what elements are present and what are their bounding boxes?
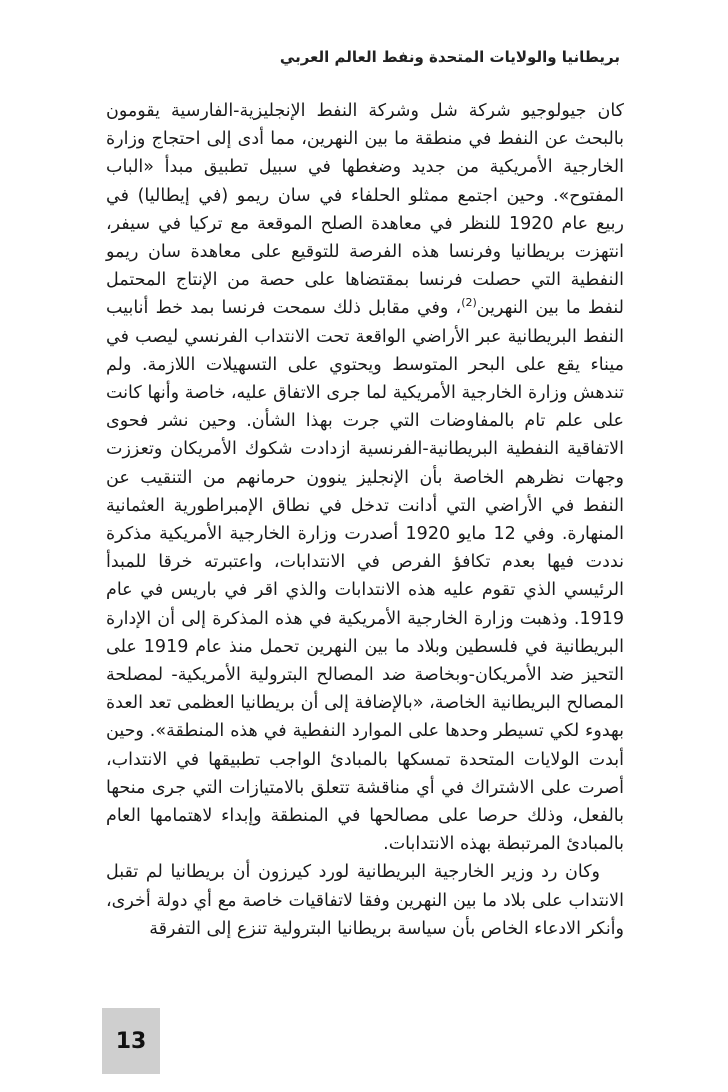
paragraph bbox=[106, 858, 624, 943]
running-header: بريطانيا والولايات المتحدة ونفط العالم العربي bbox=[279, 48, 620, 66]
page-number-text: 13 bbox=[115, 1028, 147, 1054]
paragraph-text: كان جيولوجيو شركة شل وشركة النفط الإنجليزية-الفارسية يقومون بالبحث عن النفط في منطقة ما بين النهرين، مما أدى إلى احتجاج وزارة الخارجية الأمريكية من جديد وضغطها في سبيل تطبيق مبدأ «الباب المفتوح». وحين اجتمع ممثلو الحلفاء في سان ريمو (في إيطاليا) في ربيع عام 1920 للنظر في معاهدة الصلح الموقعة مع تركيا في سيفر، انتهزت بريطانيا وفرنسا هذه الفرصة للتوقيع على معاهدة سان ريمو النفطية التي حصلت فرنسا بمقتضاها على حصة من الإنتاج المحتمل لنفط ما بين النهرين bbox=[106, 101, 624, 319]
paragraph bbox=[106, 97, 624, 858]
body-text bbox=[106, 97, 624, 943]
footnote-reference[interactable]: (2) bbox=[461, 296, 477, 310]
paragraph-text: ، وفي مقابل ذلك سمحت فرنسا بمد خط أنابيب النفط البريطانية عبر الأراضي الواقعة تحت الانتداب الفرنسي ليصب في ميناء يقع على البحر المتوسط ويحتوي على التسهيلات اللازمة. ولم تندهش وزارة الخارجية الأمريكية لما جرى الاتفاق عليه، خاصة وأنها كانت على علم تام بالمفاوضات التي جرت بهذا الشأن. وحين نشر فحوى الاتفاقية النفطية البريطانية-الفرنسية ازدادت شكوك الأمريكان وتعززت وجهات نظرهم الخاصة بأن الإنجليز ينوون حرمانهم من التنقيب عن النفط في الأراضي التي أدانت تدخل في نطاق الإمبراطورية العثمانية المنهارة. وفي 12 مايو 1920 أصدرت وزارة الخارجية الأمريكية مذكرة نددت فيها بعدم تكافؤ الفرص في الانتدابات، واعتبرته خرقا للمبدأ الرئيسي الذي تقوم عليه هذه الانتدابات والذي اقر في باريس في عام 1919. وذهبت وزارة الخارجية الأمريكية في هذه المذكرة إلى أن الإدارة البريطانية في فلسطين وبلاد ما بين النهرين تحمل منذ عام 1919 على التحيز ضد الأمريكان-وبخاصة ضد المصالح البترولية الأمريكية- لمصلحة المصالح البريطانية الخاصة، «بالإضافة إلى أن بريطانيا العظمى تعد العدة بهدوء لكي تسيطر وحدها على الموارد النفطية في هذه المنطقة». وحين أبدت الولايات المتحدة تمسكها بالمبادئ الواجب تطبيقها في الانتداب، أصرت على الاشتراك في أي مناقشة تتعلق بالامتيازات التي جرى منحها بالفعل، وذلك حرصا على مصالحها في المنطقة وإبداء لاهتمامها العام بالمبادئ المرتبطة بهذه الانتدابات. bbox=[106, 298, 625, 855]
page-number bbox=[102, 1008, 160, 1074]
paragraph-text: وكان رد وزير الخارجية البريطانية لورد كيرزون أن بريطانيا لم تقبل الانتداب على بلاد ما بين النهرين وفقا لاتفاقيات خاصة مع أي دولة أخرى، وأنكر الادعاء الخاص بأن سياسة بريطانيا البترولية تنزع إلى التفرقة bbox=[106, 862, 624, 939]
